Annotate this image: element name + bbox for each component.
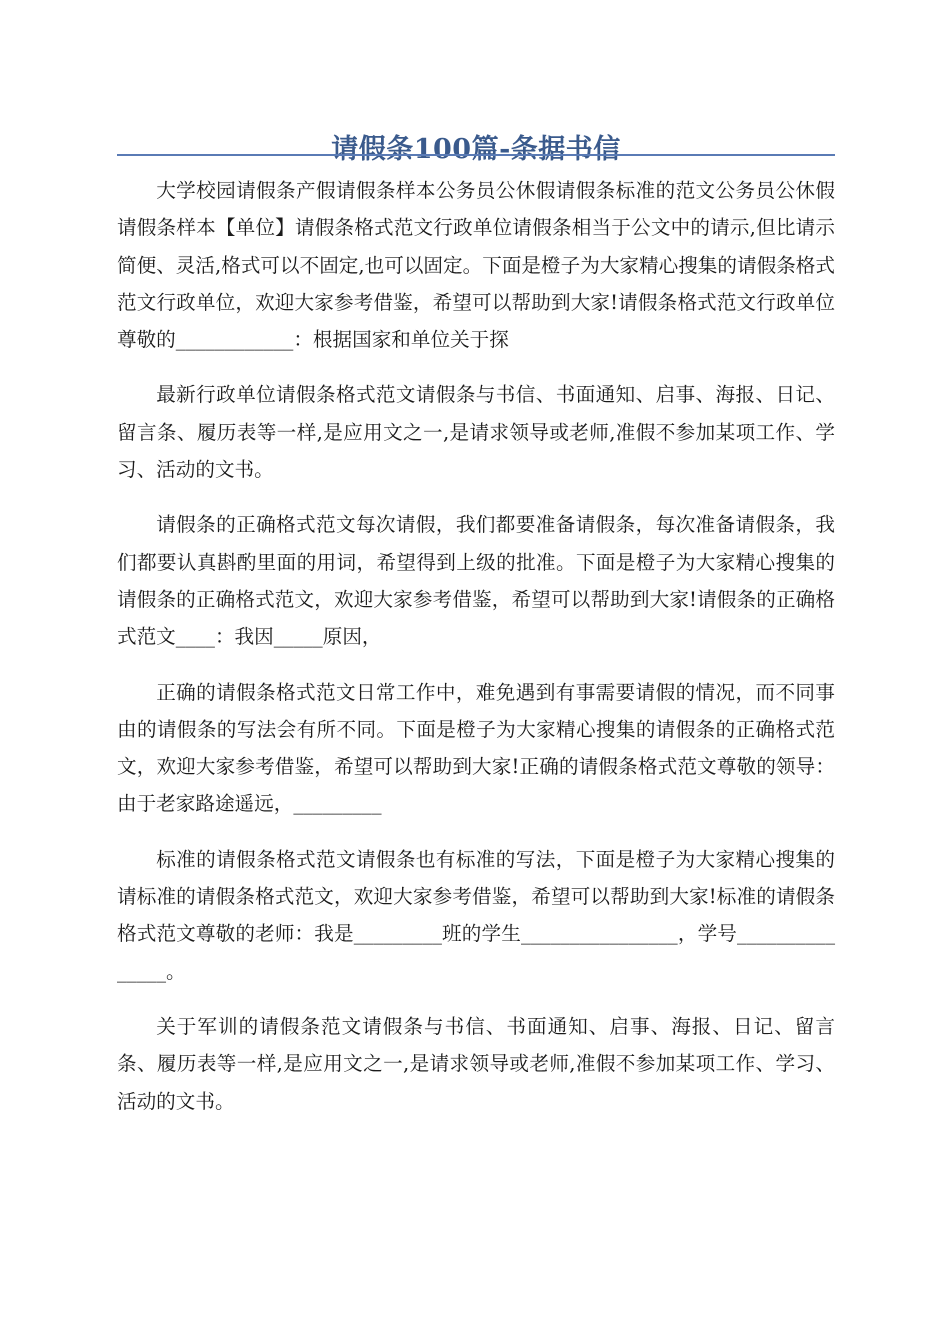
document-body: [117, 172, 835, 1138]
paragraph: 最新行政单位请假条格式范文请假条与书信、书面通知、启事、海报、日记、留言条、履历表等一样,是应用文之一,是请求领导或老师,准假不参加某项工作、学习、活动的文书。: [117, 383, 835, 482]
paragraph: 关于军训的请假条范文请假条与书信、书面通知、启事、海报、日记、留言条、履历表等一样,是应用文之一,是请求领导或老师,准假不参加某项工作、学习、活动的文书。: [117, 1014, 835, 1113]
title-divider: [117, 154, 835, 156]
paragraph: 请假条的正确格式范文每次请假，我们都要准备请假条，每次准备请假条，我们都要认真斟酌里面的用词，希望得到上级的批准。下面是橙子为大家精心搜集的请假条的正确格式范文，欢迎大家参考借鉴，希望可以帮助到大家!请假条的正确格式范文____：我因_____原因，: [117, 513, 835, 649]
paragraph: 大学校园请假条产假请假条样本公务员公休假请假条标准的范文公务员公休假请假条样本【单位】请假条格式范文行政单位请假条相当于公文中的请示,但比请示简便、灵活,格式可以不固定,也可以固定。下面是橙子为大家精心搜集的请假条格式范文行政单位，欢迎大家参考借鉴，希望可以帮助到大家!请假条格式范文行政单位尊敬的____________：根据国家和单位关于探: [117, 179, 835, 352]
document-title: 请假条100篇-条据书信: [331, 134, 621, 166]
paragraph: 标准的请假条格式范文请假条也有标准的写法，下面是橙子为大家精心搜集的请标准的请假条格式范文，欢迎大家参考借鉴，希望可以帮助到大家!标准的请假条格式范文尊敬的老师：我是_________班的学生________________，学号_______________。: [117, 847, 835, 983]
paragraph: 正确的请假条格式范文日常工作中，难免遇到有事需要请假的情况，而不同事由的请假条的写法会有所不同。下面是橙子为大家精心搜集的请假条的正确格式范文，欢迎大家参考借鉴，希望可以帮助到大家!正确的请假条格式范文尊敬的领导：由于老家路途遥远，_________: [117, 680, 835, 816]
